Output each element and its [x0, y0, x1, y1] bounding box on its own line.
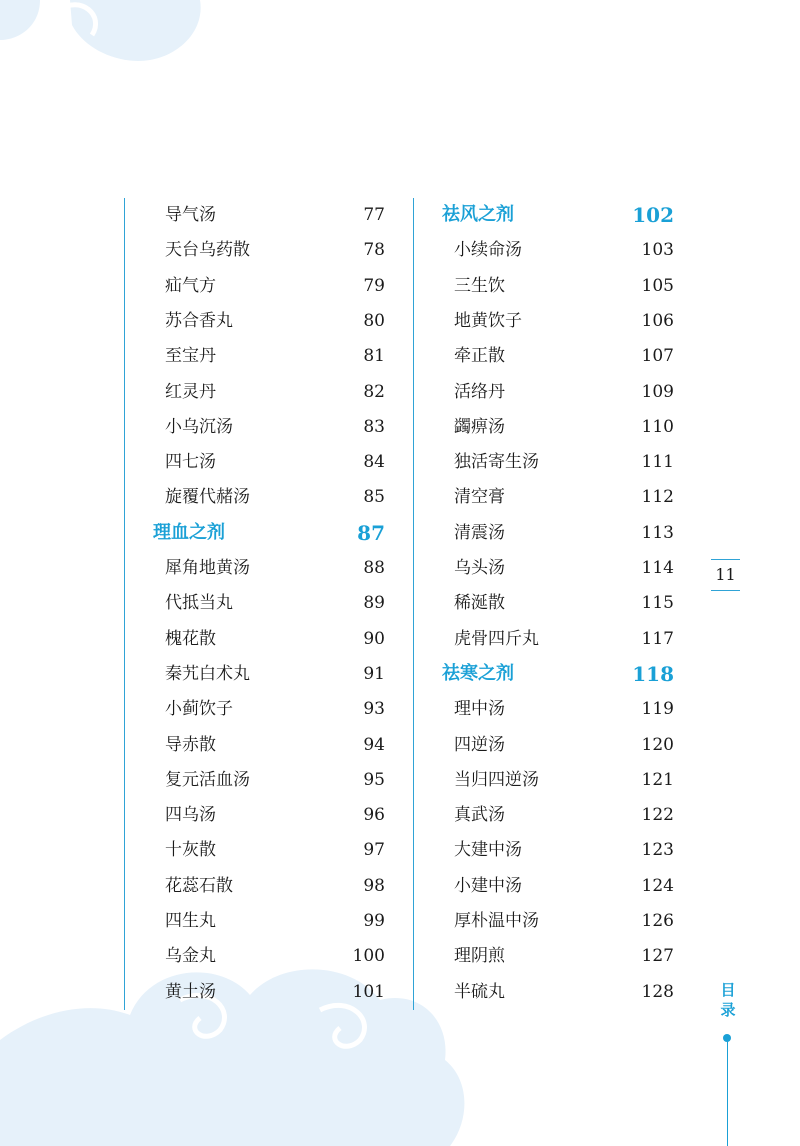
- toc-entry-page: 80: [363, 310, 385, 331]
- toc-entry-title: 独活寄生汤: [454, 452, 539, 473]
- toc-entry[interactable]: [125, 339, 389, 373]
- toc-entry[interactable]: [414, 833, 678, 867]
- toc-entry[interactable]: [125, 904, 389, 938]
- toc-entry-page: 78: [363, 240, 385, 261]
- toc-entry-title: 乌头汤: [454, 558, 505, 578]
- toc-entry-page: 118: [632, 661, 674, 686]
- toc-entry-title: 秦艽白术丸: [165, 663, 250, 684]
- toc-entry[interactable]: [414, 480, 678, 514]
- toc-entry-title: 天台乌药散: [165, 240, 250, 261]
- toc-entry[interactable]: [414, 269, 678, 303]
- toc-entry-page: 87: [357, 520, 385, 545]
- toc-entry-page: 84: [363, 452, 385, 473]
- toc-entry-title: 乌金丸: [165, 946, 216, 967]
- toc-entry[interactable]: [125, 198, 389, 232]
- toc-entry[interactable]: [414, 445, 678, 479]
- toc-entry-title: 稀涎散: [454, 593, 505, 614]
- toc-entry-title: 地黄饮子: [454, 310, 522, 331]
- toc-entry-page: 101: [352, 981, 385, 1002]
- toc-entry-page: 82: [363, 381, 385, 402]
- toc-entry[interactable]: [125, 692, 389, 726]
- toc-entry[interactable]: [125, 304, 389, 338]
- toc-entry-page: 100: [352, 946, 385, 967]
- toc-entry[interactable]: [125, 833, 389, 867]
- toc-entry-title: 虎骨四斤丸: [454, 628, 539, 649]
- toc-entry-page: 85: [363, 487, 385, 508]
- toc-entry-title: 真武汤: [454, 805, 505, 826]
- toc-entry-title: 大建中汤: [454, 840, 522, 861]
- toc-entry-page: 105: [641, 275, 674, 296]
- toc-entry[interactable]: [414, 233, 678, 267]
- toc-entry-page: 77: [363, 205, 385, 225]
- toc-entry-page: 111: [641, 452, 674, 473]
- toc-entry-page: 95: [363, 769, 385, 790]
- toc-entry-title: 小续命汤: [454, 240, 522, 261]
- toc-entry-title: 清震汤: [454, 522, 505, 543]
- toc-entry-page: 128: [641, 981, 674, 1002]
- toc-entry-page: 89: [363, 593, 385, 614]
- side-tab-line: [727, 1040, 729, 1146]
- toc-entry-title: 槐花散: [165, 628, 216, 649]
- toc-entry-title: 清空膏: [454, 487, 505, 508]
- toc-entry-page: 127: [641, 946, 674, 967]
- toc-entry[interactable]: [125, 375, 389, 409]
- toc-entry-page: 114: [641, 558, 674, 578]
- toc-entry[interactable]: [125, 939, 389, 973]
- toc-entry-title: 小建中汤: [454, 875, 522, 896]
- toc-entry-title: 蠲痹汤: [454, 416, 505, 437]
- toc-entry[interactable]: [414, 763, 678, 797]
- toc-entry-title: 红灵丹: [165, 381, 216, 402]
- toc-entry-page: 88: [363, 558, 385, 578]
- toc-entry-page: 103: [641, 240, 674, 261]
- toc-entry-page: 122: [641, 805, 674, 826]
- toc-entry-title: 当归四逆汤: [454, 769, 539, 790]
- side-tab-char: 目: [720, 981, 736, 999]
- toc-entry-page: 124: [641, 875, 674, 896]
- toc-entry[interactable]: [125, 410, 389, 444]
- toc-entry[interactable]: [414, 375, 678, 409]
- toc-entry-title: 代抵当丸: [165, 593, 233, 614]
- toc-entry-page: 98: [363, 875, 385, 896]
- toc-entry-page: 110: [641, 416, 674, 437]
- toc-entry[interactable]: [125, 975, 389, 1009]
- toc-entry-page: 93: [363, 699, 385, 720]
- toc-entry[interactable]: [125, 657, 389, 691]
- toc-entry-page: 115: [641, 593, 674, 614]
- toc-entry-page: 90: [363, 628, 385, 649]
- toc-entry-title: 理中汤: [454, 699, 505, 720]
- toc-entry-title: 祛寒之剂: [442, 662, 514, 684]
- toc-entry[interactable]: [414, 939, 678, 973]
- toc-entry-page: 91: [363, 663, 385, 684]
- toc-entry[interactable]: [125, 233, 389, 267]
- toc-entry-page: 96: [363, 805, 385, 826]
- toc-entry[interactable]: [414, 622, 678, 656]
- toc-entry-page: 113: [641, 522, 674, 543]
- toc-entry[interactable]: [125, 480, 389, 514]
- toc-section-heading[interactable]: [125, 516, 389, 550]
- toc-entry-title: 黄土汤: [165, 981, 216, 1002]
- toc-entry[interactable]: [125, 586, 389, 620]
- toc-entry-title: 十灰散: [165, 840, 216, 861]
- toc-entry-page: 107: [641, 346, 674, 367]
- toc-entry[interactable]: [414, 904, 678, 938]
- side-tab-char: 录: [720, 1001, 736, 1019]
- toc-entry[interactable]: [125, 551, 389, 585]
- toc-entry-title: 三生饮: [454, 275, 505, 296]
- toc-entry[interactable]: [414, 410, 678, 444]
- toc-entry-page: 123: [641, 840, 674, 861]
- toc-entry[interactable]: [414, 975, 678, 1009]
- toc-entry[interactable]: [414, 798, 678, 832]
- toc-entry-title: 花蕊石散: [165, 875, 233, 896]
- toc-entry-title: 导赤散: [165, 734, 216, 755]
- toc-entry-title: 半硫丸: [454, 981, 505, 1002]
- side-tab-label: [718, 980, 738, 1020]
- toc-section-heading[interactable]: [414, 657, 678, 691]
- toc-entry[interactable]: [125, 445, 389, 479]
- toc-section-heading[interactable]: [414, 198, 678, 232]
- toc-entry[interactable]: [125, 622, 389, 656]
- toc-entry-page: 79: [363, 275, 385, 296]
- toc-entry-title: 理血之剂: [153, 521, 225, 543]
- toc-entry-title: 疝气方: [165, 275, 216, 296]
- toc-entry-page: 120: [641, 734, 674, 755]
- toc-entry-title: 小蓟饮子: [165, 699, 233, 720]
- toc-entry[interactable]: [125, 798, 389, 832]
- toc-entry-title: 犀角地黄汤: [165, 558, 250, 578]
- toc-entry[interactable]: [125, 269, 389, 303]
- toc-entry-title: 小乌沉汤: [165, 416, 233, 437]
- toc-entry[interactable]: [414, 339, 678, 373]
- toc-entry-title: 导气汤: [165, 205, 216, 225]
- toc-entry[interactable]: [414, 304, 678, 338]
- toc-entry[interactable]: [414, 728, 678, 762]
- toc-entry-title: 至宝丹: [165, 346, 216, 367]
- toc-entry-title: 四生丸: [165, 911, 216, 931]
- toc-entry-title: 四乌汤: [165, 805, 216, 826]
- toc-entry-page: 109: [641, 381, 674, 402]
- toc-entry-page: 121: [641, 769, 674, 790]
- toc-entry-page: 126: [641, 911, 674, 931]
- toc-entry[interactable]: [414, 869, 678, 903]
- toc-entry-title: 复元活血汤: [165, 769, 250, 790]
- toc-left-column: [124, 198, 389, 1010]
- toc-entry-page: 102: [632, 203, 674, 227]
- toc-entry-page: 99: [363, 911, 385, 931]
- toc-entry[interactable]: [414, 586, 678, 620]
- toc-entry-page: 94: [363, 734, 385, 755]
- toc-entry-page: 119: [641, 699, 674, 720]
- toc-entry[interactable]: [414, 551, 678, 585]
- toc-entry-page: 112: [641, 487, 674, 508]
- toc-entry-title: 四七汤: [165, 452, 216, 473]
- toc-entry-title: 苏合香丸: [165, 310, 233, 331]
- toc-entry[interactable]: [414, 516, 678, 550]
- toc-entry-title: 旋覆代赭汤: [165, 487, 250, 508]
- toc-right-column: [413, 198, 678, 1010]
- toc-entry[interactable]: [125, 869, 389, 903]
- toc-entry-page: 83: [363, 416, 385, 437]
- toc-entry[interactable]: [414, 692, 678, 726]
- toc-entry[interactable]: [125, 763, 389, 797]
- toc-entry-title: 理阴煎: [454, 946, 505, 967]
- page-number: 11: [711, 559, 740, 591]
- toc-entry-title: 四逆汤: [454, 734, 505, 755]
- toc-entry-title: 活络丹: [454, 381, 505, 402]
- toc-entry-page: 97: [363, 840, 385, 861]
- toc-entry-page: 117: [641, 628, 674, 649]
- toc-entry-title: 祛风之剂: [442, 204, 514, 225]
- toc-entry-page: 106: [641, 310, 674, 331]
- toc-entry-title: 厚朴温中汤: [454, 911, 539, 931]
- toc-entry[interactable]: [125, 728, 389, 762]
- toc-entry-title: 牵正散: [454, 346, 505, 367]
- toc-entry-page: 81: [363, 346, 385, 367]
